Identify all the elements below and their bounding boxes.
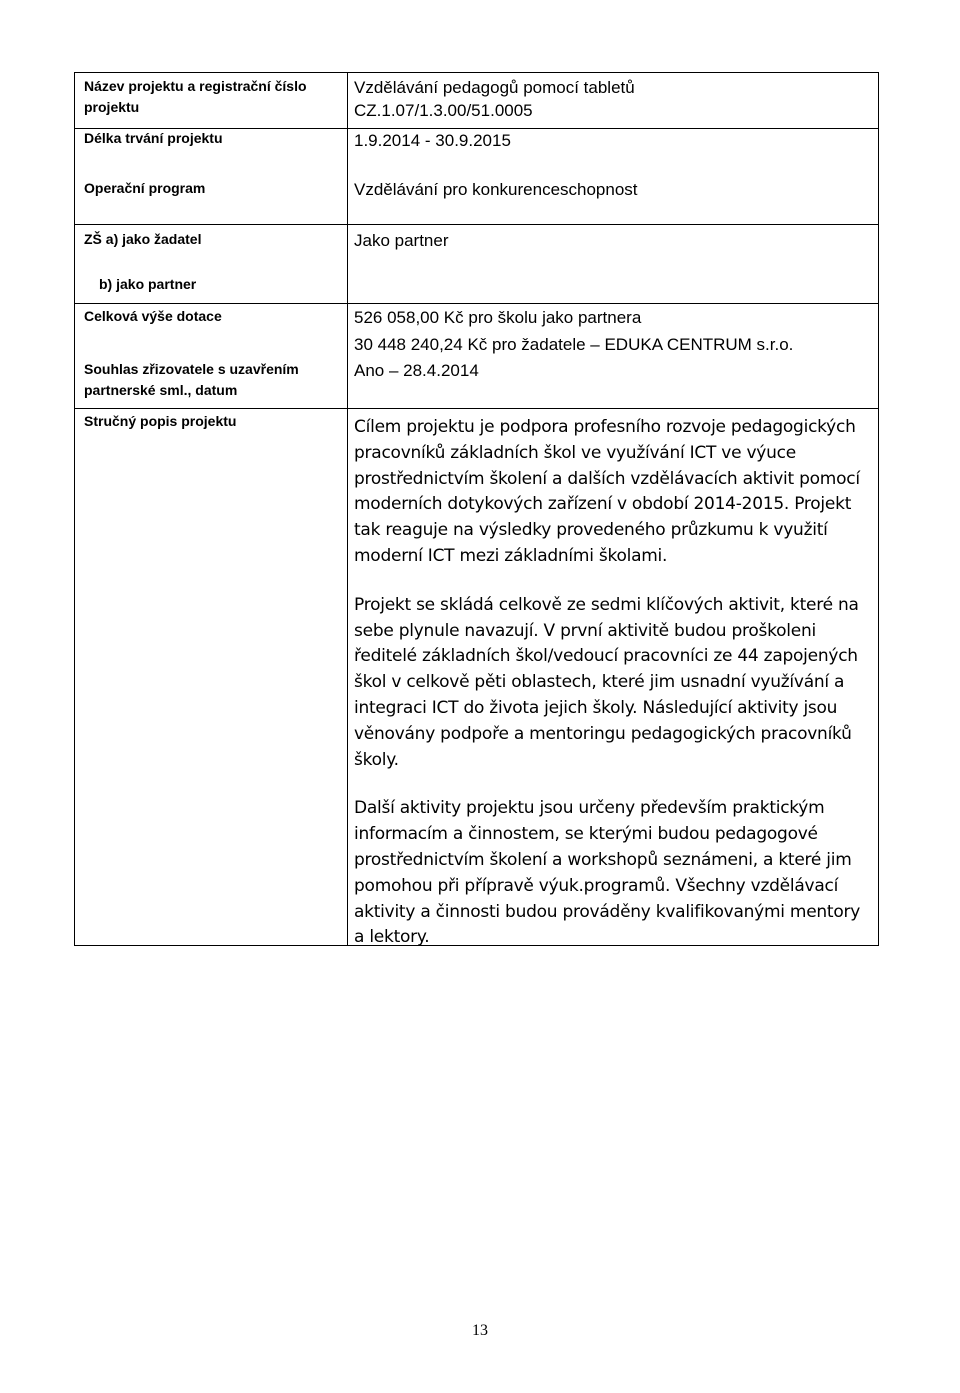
- value-delka-trvani: 1.9.2014 - 30.9.2015: [354, 131, 511, 150]
- label-delka-trvani: Délka trvání projektu: [84, 130, 223, 146]
- description-paragraph: Cílem projektu je podpora profesního rozvoje pedagogických pracovníků základních škol ve využívání ICT ve výuce prostřednictvím školení a dalších vzdělávacích aktivit pomocí moderních dotykových zařízení v období 2014-2015. Projekt tak reaguje na výsledky provedeného průzkumu k využití moderní ICT mezi základními školami.: [354, 417, 860, 566]
- label-nazev-projektu: Název projektu a registrační číslo projektu: [84, 78, 307, 115]
- label-souhlas-zrizovatele: Souhlas zřizovatele s uzavřením partnerské sml., datum: [84, 361, 299, 398]
- label-celkova-dotace: Celková výše dotace: [84, 308, 222, 324]
- page-number: 13: [472, 1322, 488, 1339]
- value-dotace-skola: 526 058,00 Kč pro školu jako partnera: [354, 308, 642, 327]
- description-text: [354, 415, 874, 951]
- label-zs-zadatel: ZŠ a) jako žadatel: [84, 231, 202, 247]
- label-zs-partner: b) jako partner: [99, 276, 197, 292]
- row-divider: [75, 224, 878, 225]
- value-nazev-projektu: Vzdělávání pedagogů pomocí tabletů: [354, 78, 635, 97]
- column-divider: [347, 73, 348, 945]
- value-dotace-zadatel: 30 448 240,24 Kč pro žadatele – EDUKA CENTRUM s.r.o.: [354, 335, 794, 354]
- value-souhlas-zrizovatele: Ano – 28.4.2014: [354, 361, 479, 380]
- row-divider: [75, 303, 878, 304]
- description-paragraph: Projekt se skládá celkově ze sedmi klíčových aktivit, které na sebe plynule navazují. V první aktivitě budou proškoleni ředitelé základních škol/vedoucí pracovníci ze 44 zapojených škol v celkově pěti oblastech, které jim usnadní využívání a integraci ICT do života jejich školy. Následující aktivity jsou věnovány podpoře a mentoringu pedagogických pracovníků školy.: [354, 594, 859, 770]
- description-paragraph: Další aktivity projektu jsou určeny především praktickým informacím a činnostem, se kterými budou pedagogové prostřednictvím školení a workshopů seznámeni, a které jim pomohou při přípravě výuk.programů. Všechny vzdělávací aktivity a činnosti budou prováděny kvalifikovanými mentory a lektory.: [354, 798, 861, 948]
- project-info-table: [74, 72, 879, 946]
- label-strucny-popis: Stručný popis projektu: [84, 413, 237, 429]
- label-operacni-program: Operační program: [84, 180, 206, 196]
- value-zs-role: Jako partner: [354, 231, 449, 250]
- value-operacni-program: Vzdělávání pro konkurenceschopnost: [354, 180, 638, 199]
- value-registracni-cislo: CZ.1.07/1.3.00/51.0005: [354, 101, 533, 120]
- row-divider: [75, 408, 878, 409]
